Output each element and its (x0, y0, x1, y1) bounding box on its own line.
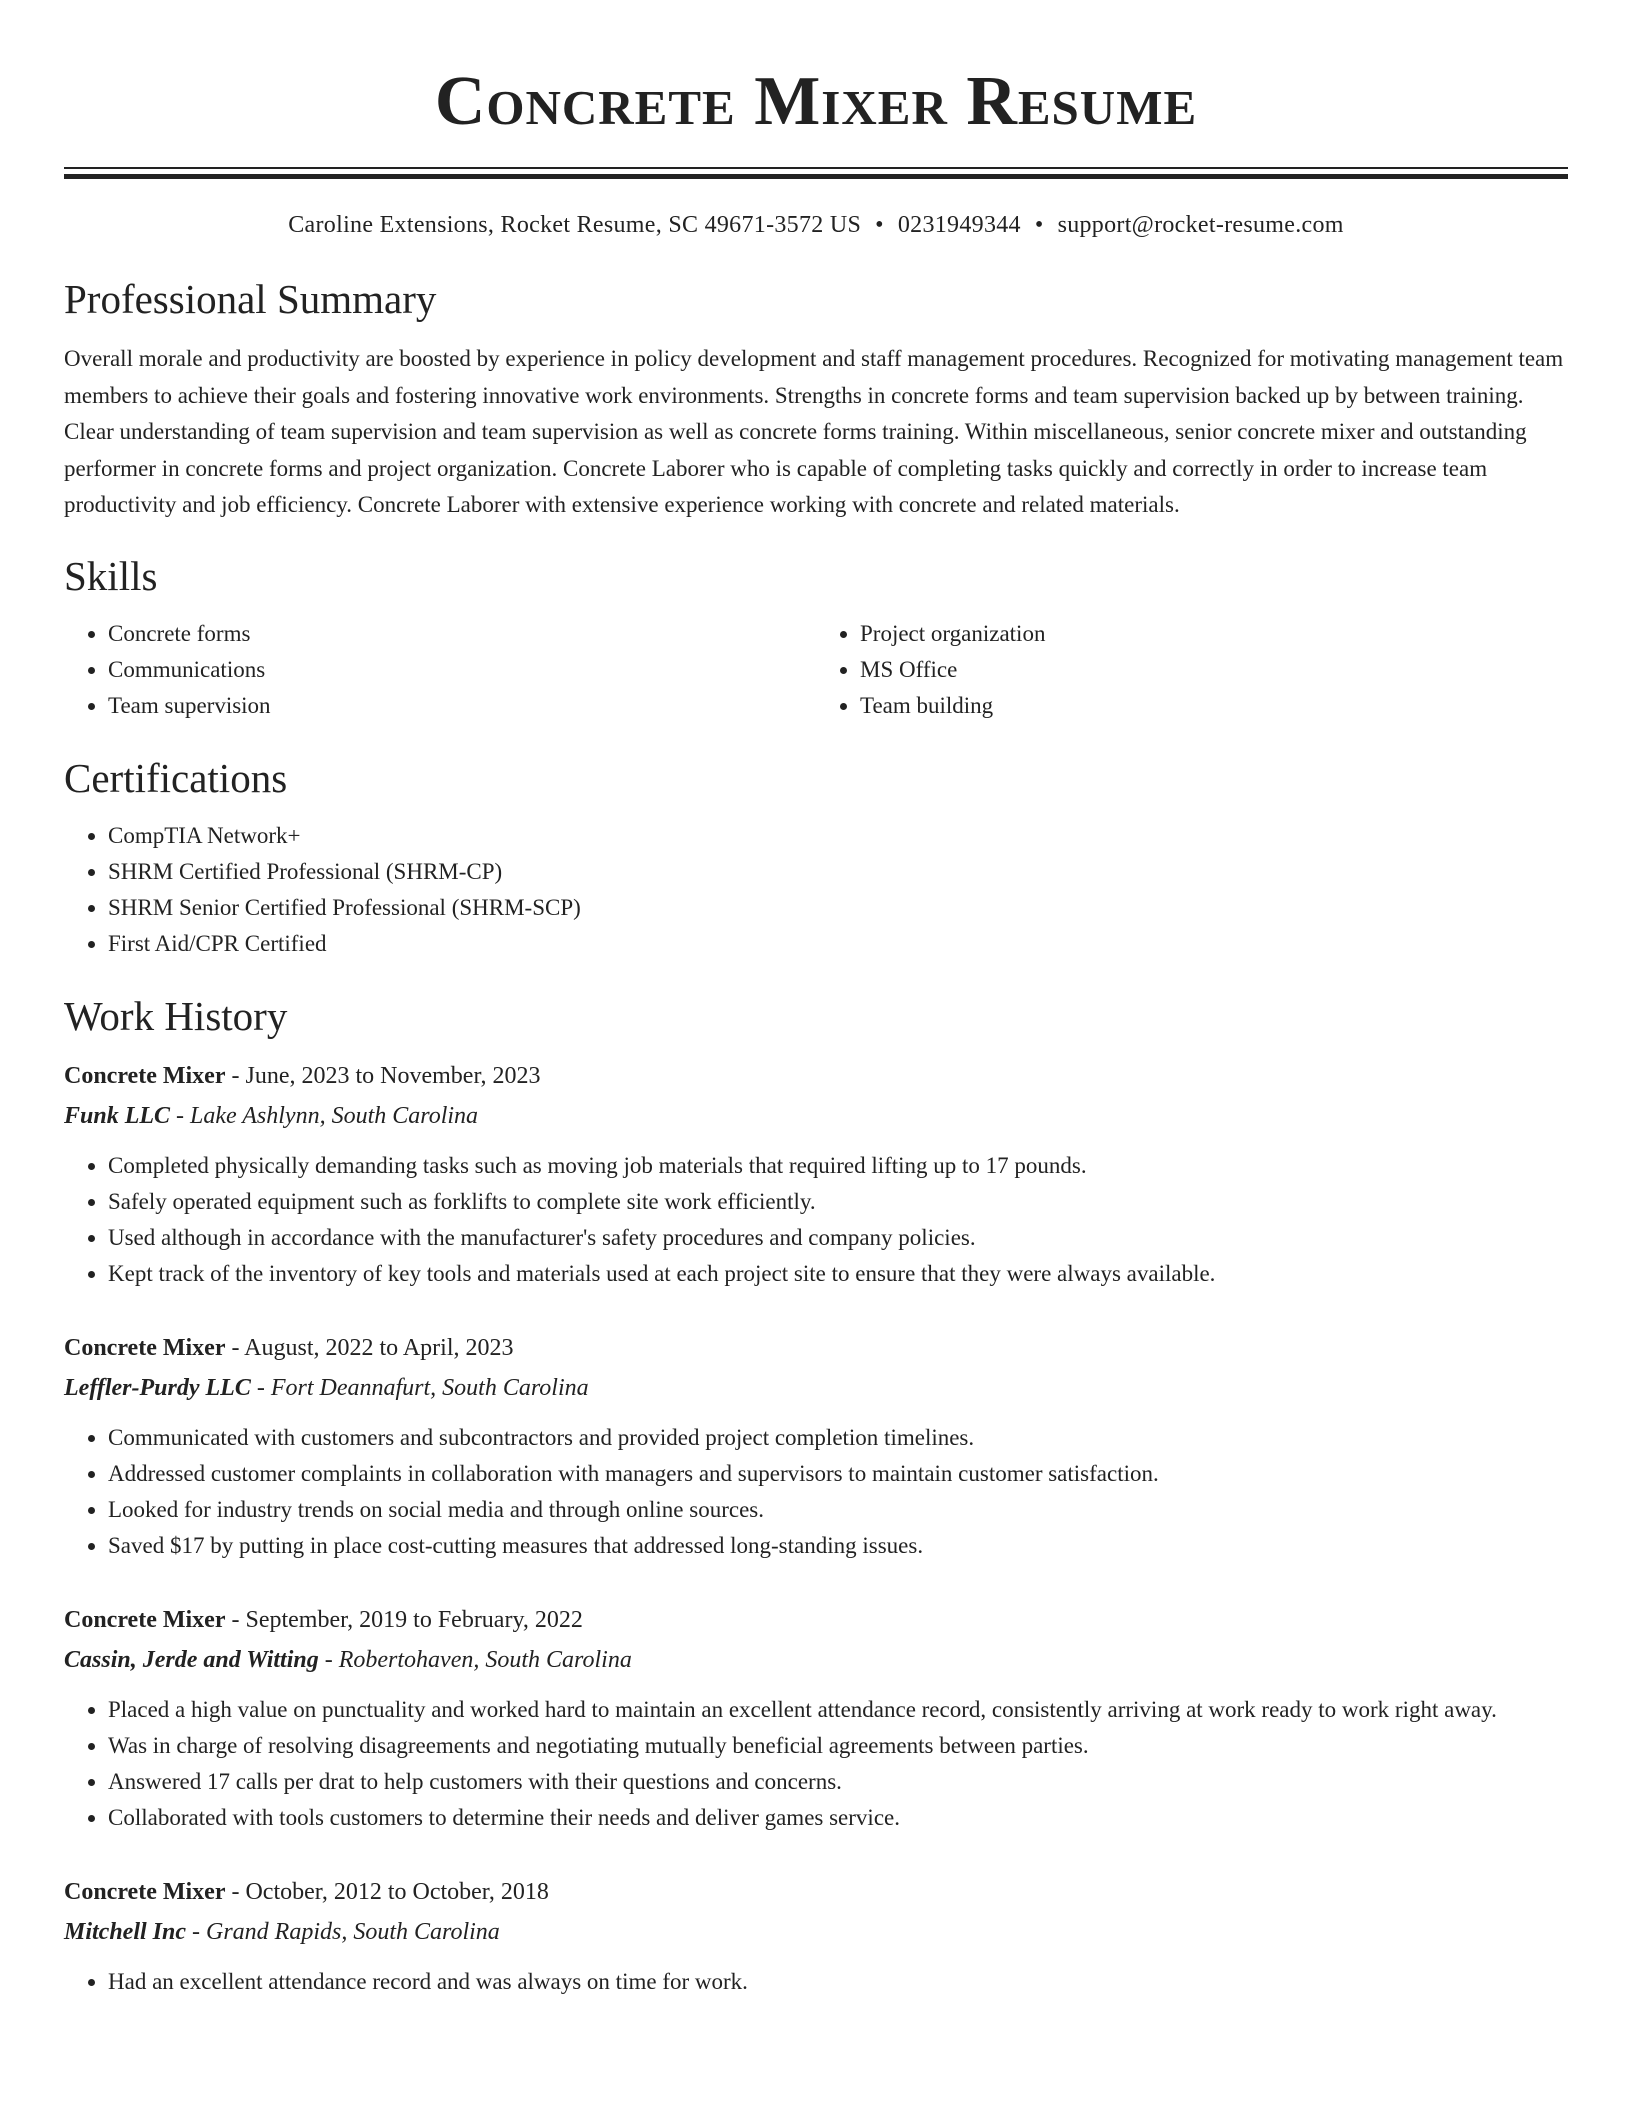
job-duty-item: • Communicated with customers and subcontractors and provided project completion timelines. (108, 1420, 1568, 1456)
job-duty-item: • Answered 17 calls per drat to help customers with their questions and concerns. (108, 1764, 1568, 1800)
skills-list-left (64, 616, 816, 724)
contact-line (64, 209, 1568, 241)
job-duties-list (64, 1692, 1568, 1836)
company-location: - Robertohaven, South Carolina (318, 1646, 632, 1673)
contact-phone: 0231949344 (897, 212, 1021, 238)
company-name: Funk LLC (64, 1102, 171, 1129)
job-duties-list (64, 1148, 1568, 1292)
skill-item: • Concrete forms (108, 616, 816, 652)
certifications-list (64, 818, 1568, 962)
job-entry (64, 1328, 1568, 1564)
job-title: Concrete Mixer (64, 1334, 226, 1361)
job-duty-item: • Collaborated with tools customers to determine their needs and deliver games service. (108, 1800, 1568, 1836)
company-name: Leffler-Purdy LLC (64, 1374, 251, 1401)
job-title: Concrete Mixer (64, 1606, 226, 1633)
company-location: - Grand Rapids, South Carolina (186, 1918, 500, 1945)
job-dates: - June, 2023 to November, 2023 (225, 1062, 541, 1089)
job-duty-item: • Was in charge of resolving disagreements and negotiating mutually beneficial agreements between parties. (108, 1728, 1568, 1764)
job-duty-item: • Safely operated equipment such as forklifts to complete site work efficiently. (108, 1184, 1568, 1220)
certification-item: • SHRM Certified Professional (SHRM-CP) (108, 854, 1568, 890)
company-line (64, 1640, 1568, 1680)
certification-item: • CompTIA Network+ (108, 818, 1568, 854)
resume-page (64, 0, 1568, 2000)
skills-list-right (816, 616, 1568, 724)
job-title: Concrete Mixer (64, 1062, 226, 1089)
company-location: - Lake Ashlynn, South Carolina (170, 1102, 479, 1129)
skills-columns (64, 616, 1568, 724)
resume-title: Concrete Mixer Resume (434, 63, 1198, 140)
job-entry (64, 1872, 1568, 2000)
job-duty-item: • Used although in accordance with the manufacturer's safety procedures and company policies. (108, 1220, 1568, 1256)
job-title-line (64, 1056, 1568, 1096)
job-duty-item: • Kept track of the inventory of key tools and materials used at each project site to ensure that they were always available. (108, 1256, 1568, 1292)
skill-item: • Communications (108, 652, 816, 688)
title-divider-thin (64, 167, 1568, 169)
company-name: Cassin, Jerde and Witting (64, 1646, 319, 1673)
skill-item: • Project organization (860, 616, 1568, 652)
skill-item: • Team supervision (108, 688, 816, 724)
certification-item: • SHRM Senior Certified Professional (SHRM-SCP) (108, 890, 1568, 926)
job-dates: - August, 2022 to April, 2023 (225, 1334, 514, 1361)
job-duty-item: • Placed a high value on punctuality and worked hard to maintain an excellent attendance record, consistently arriving at work ready to work right away. (108, 1692, 1568, 1728)
certification-item: • First Aid/CPR Certified (108, 926, 1568, 962)
job-duty-item: • Looked for industry trends on social media and through online sources. (108, 1492, 1568, 1528)
job-entry (64, 1600, 1568, 1836)
job-title-line (64, 1328, 1568, 1368)
company-line (64, 1912, 1568, 1952)
contact-separator: • (1034, 212, 1044, 238)
skills-heading: Skills (64, 552, 158, 599)
contact-address: Caroline Extensions, Rocket Resume, SC 49671-3572 US (288, 212, 862, 238)
job-duties-list (64, 1964, 1568, 2000)
job-title: Concrete Mixer (64, 1878, 226, 1905)
job-duty-item: • Addressed customer complaints in collaboration with managers and supervisors to maintain customer satisfaction. (108, 1456, 1568, 1492)
job-duty-item: • Completed physically demanding tasks such as moving job materials that required lifting up to 17 pounds. (108, 1148, 1568, 1184)
summary-text: Overall morale and productivity are boosted by experience in policy development and staff management procedures. Recognized for motivating management team members to achieve their goals and fostering innovative work environments. Strengths in concrete forms and team supervision backed up by between training. Clear understanding of team supervision and team supervision as well as concrete forms training. Within miscellaneous, senior concrete mixer and outstanding performer in concrete forms and project organization. Concrete Laborer who is capable of completing tasks quickly and correctly in order to increase team productivity and job efficiency. Concrete Laborer with extensive experience working with concrete and related materials. (64, 346, 1564, 517)
company-name: Mitchell Inc (64, 1918, 187, 1945)
job-duty-item: • Had an excellent attendance record and was always on time for work. (108, 1964, 1568, 2000)
job-entry (64, 1056, 1568, 1292)
company-line (64, 1368, 1568, 1408)
title-divider-thick (64, 174, 1568, 179)
work-history-heading: Work History (64, 992, 288, 1039)
contact-separator: • (875, 212, 884, 238)
certifications-heading: Certifications (64, 754, 288, 801)
skill-item: • MS Office (860, 652, 1568, 688)
job-duties-list (64, 1420, 1568, 1564)
company-location: - Fort Deannafurt, South Carolina (250, 1374, 589, 1401)
job-title-line (64, 1600, 1568, 1640)
job-title-line (64, 1872, 1568, 1912)
job-dates: - October, 2012 to October, 2018 (225, 1878, 549, 1905)
contact-email: support@rocket-resume.com (1057, 212, 1344, 238)
summary-heading: Professional Summary (64, 276, 437, 322)
job-dates: - September, 2019 to February, 2022 (225, 1606, 583, 1633)
skill-item: • Team building (860, 688, 1568, 724)
company-line (64, 1096, 1568, 1136)
job-duty-item: • Saved $17 by putting in place cost-cutting measures that addressed long-standing issues. (108, 1528, 1568, 1564)
